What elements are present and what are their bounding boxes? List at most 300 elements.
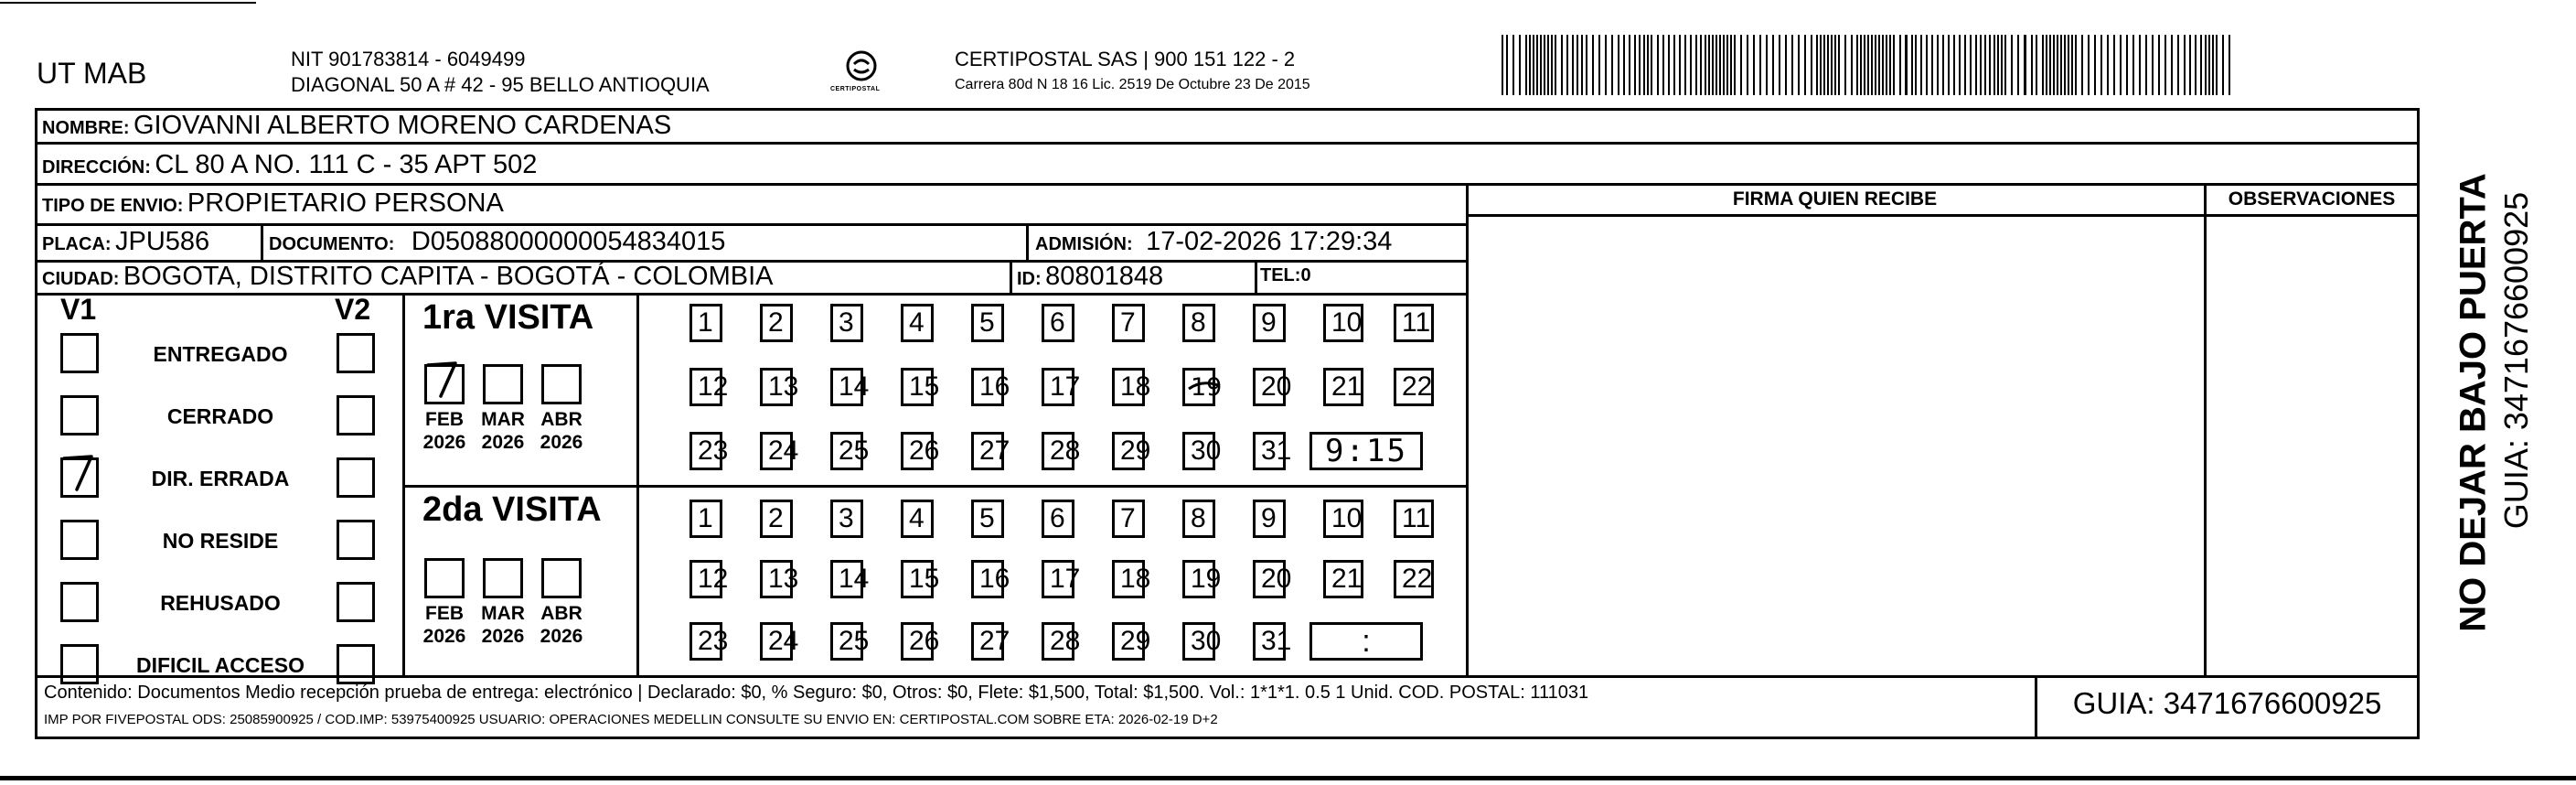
day-box[interactable]	[830, 622, 870, 661]
day-box[interactable]	[830, 500, 863, 538]
status-label: ENTREGADO	[153, 342, 288, 366]
day-box[interactable]	[689, 368, 729, 406]
check-mark-icon	[60, 455, 97, 491]
barcode-bar	[2053, 35, 2055, 95]
month-label	[416, 602, 473, 648]
barcode-bar	[1820, 35, 1822, 95]
status-v2-checkbox[interactable]	[337, 395, 375, 436]
barcode-bar	[2132, 35, 2134, 95]
barcode-bar	[1864, 35, 1865, 95]
barcode-bar	[1779, 35, 1780, 95]
barcode-bar	[1668, 35, 1670, 95]
day-box[interactable]	[1323, 560, 1363, 598]
status-divider	[402, 293, 405, 675]
day-box[interactable]	[971, 304, 1004, 342]
barcode-bar	[2001, 35, 2003, 95]
month-checkbox[interactable]	[424, 364, 465, 404]
bottom-edge-line	[0, 776, 2576, 780]
barcode-bar	[1834, 35, 1836, 95]
day-number: 28	[1050, 436, 1081, 466]
barcode-bar	[2139, 35, 2141, 95]
tipo-label: TIPO DE ENVIO:	[42, 196, 184, 216]
day-box[interactable]	[1182, 560, 1222, 598]
barcode-bar	[1823, 35, 1825, 95]
day-box[interactable]	[689, 560, 729, 598]
time-box[interactable]	[1309, 432, 1423, 470]
month-name: MAR	[481, 603, 525, 624]
day-number: 3	[839, 307, 854, 338]
barcode-bar	[1875, 35, 1876, 95]
month-name: MAR	[481, 409, 525, 430]
barcode-bar	[1893, 35, 1895, 95]
barcode-bar	[2126, 35, 2128, 95]
month-year: 2026	[481, 626, 525, 647]
day-box[interactable]	[1112, 304, 1145, 342]
barcode-bar	[2120, 35, 2122, 95]
tel-value: 0	[1300, 265, 1311, 285]
status-label: REHUSADO	[160, 591, 281, 615]
barcode-bar	[1831, 35, 1833, 95]
barcode-bar	[2057, 35, 2058, 95]
barcode-bar	[2011, 35, 2013, 95]
status-v2-checkbox[interactable]	[337, 457, 375, 498]
barcode-bar	[1679, 35, 1681, 95]
barcode-bar	[1551, 35, 1553, 95]
barcode-bar	[1555, 35, 1556, 95]
day-number: 14	[839, 564, 870, 594]
barcode-bar	[1572, 35, 1574, 95]
day-box[interactable]	[971, 622, 1010, 661]
barcode-bar	[1915, 35, 1917, 95]
day-number: 4	[909, 503, 925, 533]
day-box[interactable]	[901, 368, 940, 406]
placa-value: JPU586	[115, 227, 210, 256]
barcode-bar	[2229, 35, 2230, 95]
day-box[interactable]	[1042, 432, 1081, 470]
barcode-bar	[2171, 35, 2173, 95]
day-number: 12	[698, 564, 729, 594]
barcode-bar	[2031, 35, 2033, 95]
status-v1-checkbox[interactable]	[60, 582, 99, 622]
barcode-bar	[2113, 35, 2115, 95]
barcode-bar	[1533, 35, 1534, 95]
day-box[interactable]	[830, 432, 870, 470]
barcode-bar	[1586, 35, 1587, 95]
row-line-5	[35, 293, 1466, 296]
ciudad-value: BOGOTA, DISTRITO CAPITA - BOGOTÁ - COLOMBIA	[123, 262, 774, 291]
check-mark-icon	[424, 361, 461, 398]
barcode-bar	[1740, 35, 1742, 95]
day-number: 16	[979, 371, 1010, 402]
barcode-bar	[1871, 35, 1873, 95]
status-label: CERRADO	[166, 404, 274, 428]
day-box[interactable]	[830, 560, 870, 598]
tel-label: TEL:	[1260, 265, 1301, 285]
barcode-bar	[2208, 35, 2210, 95]
day-box[interactable]	[760, 432, 799, 470]
id-label: ID:	[1017, 269, 1042, 289]
day-number: 26	[909, 436, 940, 466]
logo-text: CERTIPOSTAL	[830, 86, 881, 92]
day-box[interactable]	[1112, 560, 1151, 598]
day-box[interactable]	[971, 560, 1010, 598]
status-v1-checkbox[interactable]	[60, 520, 99, 560]
day-box[interactable]	[901, 500, 934, 538]
direccion-value: CL 80 A NO. 111 C - 35 APT 502	[155, 150, 538, 179]
barcode-bar	[2222, 35, 2224, 95]
day-number: 13	[768, 564, 799, 594]
footer-contents: Contenido: Documentos Medio recepción prueba de entrega: electrónico | Declarado: $0, % Seguro: $0, Otros: $0, Flete: $1,500, Total: $1,500. Vol.: 1*1*1. 0.5 1 Unid. COD. POSTAL: 111031	[44, 683, 1589, 703]
barcode-bar	[1690, 35, 1692, 95]
observaciones-label: OBSERVACIONES	[2228, 188, 2396, 210]
barcode-bar	[1605, 35, 1607, 95]
month-name: FEB	[425, 409, 464, 430]
barcode-bar	[1867, 35, 1869, 95]
header-title: UT MAB	[37, 57, 147, 90]
day-number: 20	[1261, 371, 1292, 402]
barcode-bar	[2164, 35, 2166, 95]
barcode-bar	[1657, 35, 1659, 95]
barcode-bar	[2046, 35, 2047, 95]
day-box[interactable]	[830, 368, 870, 406]
month-checkbox[interactable]	[541, 558, 582, 598]
ciudad-label: CIUDAD:	[42, 269, 120, 289]
barcode-bar	[1993, 35, 1995, 95]
day-box[interactable]	[1253, 432, 1292, 470]
barcode-bar	[2049, 35, 2051, 95]
day-box[interactable]	[760, 304, 793, 342]
barcode-bar	[1931, 35, 1933, 95]
signature-area[interactable]	[1466, 214, 2204, 675]
barcode-bar	[1953, 35, 1955, 95]
top-edge-line	[0, 2, 256, 4]
no-dejar-warning: NO DEJAR BAJO PUERTA	[2453, 173, 2494, 632]
barcode-bar	[1970, 35, 1972, 95]
barcode-bar	[1811, 35, 1812, 95]
month-name: FEB	[425, 603, 464, 624]
day-box[interactable]	[901, 560, 940, 598]
barcode-bar	[1734, 35, 1736, 95]
month-checkbox[interactable]	[541, 364, 582, 404]
day-number: 25	[839, 626, 870, 656]
day-number: 29	[1120, 436, 1151, 466]
barcode-bar	[1598, 35, 1600, 95]
barcode-bar	[1726, 35, 1728, 95]
header-company: CERTIPOSTAL SAS | 900 151 122 - 2	[955, 48, 1296, 70]
month-checkbox[interactable]	[483, 558, 523, 598]
day-box[interactable]	[1253, 304, 1286, 342]
barcode-bar	[1860, 35, 1862, 95]
day-number: 8	[1191, 307, 1206, 338]
day-box[interactable]	[1042, 304, 1074, 342]
barcode-bar	[1851, 35, 1853, 95]
day-box[interactable]	[1394, 560, 1434, 598]
day-box[interactable]	[1112, 432, 1151, 470]
day-number: 28	[1050, 626, 1081, 656]
barcode-bar	[1647, 35, 1649, 95]
barcode-bar	[2042, 35, 2044, 95]
admision-row	[1035, 227, 1392, 257]
row-line-3	[35, 223, 1466, 226]
day-box[interactable]	[689, 500, 722, 538]
day-box[interactable]	[760, 368, 799, 406]
barcode-bar	[1886, 35, 1887, 95]
barcode-bar	[1753, 35, 1755, 95]
day-box[interactable]	[1042, 500, 1074, 538]
barcode-bar	[1920, 35, 1922, 95]
barcode-bar	[1989, 35, 1991, 95]
day-number: 9	[1261, 307, 1277, 338]
barcode-bar	[1926, 35, 1928, 95]
nombre-value: GIOVANNI ALBERTO MORENO CARDENAS	[134, 111, 672, 140]
day-box[interactable]	[1182, 304, 1215, 342]
barcode-bar	[2184, 35, 2186, 95]
barcode-bar	[1759, 35, 1761, 95]
barcode-bar	[2177, 35, 2179, 95]
barcode-bar	[1772, 35, 1774, 95]
header-address: DIAGONAL 50 A # 42 - 95 BELLO ANTIOQUIA	[291, 73, 710, 96]
status-label: DIFICIL ACCESO	[135, 653, 305, 677]
day-box[interactable]	[901, 622, 940, 661]
barcode-bar	[1684, 35, 1686, 95]
barcode-bar	[1844, 35, 1846, 95]
day-box[interactable]	[760, 622, 799, 661]
time-value: :	[1362, 624, 1371, 659]
day-number: 6	[1050, 307, 1065, 338]
day-number: 2	[768, 307, 784, 338]
month-year: 2026	[422, 626, 466, 647]
day-number: 8	[1191, 503, 1206, 533]
placa-row	[42, 227, 209, 257]
barcode-bar	[2060, 35, 2062, 95]
day-number: 21	[1331, 564, 1363, 594]
documento-value: D05088000000054834015	[411, 227, 726, 256]
barcode-bar	[1708, 35, 1710, 95]
day-number: 11	[1402, 503, 1431, 533]
day-box[interactable]	[830, 304, 863, 342]
ciudad-row	[42, 262, 773, 292]
barcode-bar	[1730, 35, 1732, 95]
day-number: 18	[1120, 371, 1151, 402]
status-v2-checkbox[interactable]	[337, 520, 375, 560]
day-number: 11	[1402, 307, 1431, 338]
status-label: DIR. ERRADA	[151, 467, 290, 490]
placa-label: PLACA:	[42, 234, 112, 254]
day-box[interactable]	[1394, 500, 1434, 538]
day-number: 24	[768, 436, 799, 466]
admision-divider	[1026, 223, 1029, 260]
header-nit: NIT 901783814 - 6049499	[291, 48, 526, 70]
day-box[interactable]	[971, 432, 1010, 470]
day-number: 10	[1331, 307, 1363, 338]
barcode-bar	[2152, 35, 2154, 95]
barcode-bar	[1816, 35, 1818, 95]
barcode-bar	[1798, 35, 1800, 95]
day-box[interactable]	[1323, 500, 1363, 538]
day-box[interactable]	[1182, 622, 1222, 661]
day-number: 24	[768, 626, 799, 656]
placa-divider	[261, 223, 263, 260]
day-number: 27	[979, 626, 1010, 656]
month-label	[475, 408, 531, 454]
barcode-bar	[1695, 35, 1697, 95]
day-box[interactable]	[1042, 560, 1081, 598]
day-number: 3	[839, 503, 854, 533]
row-line-2	[35, 183, 2420, 186]
certipostal-logo	[830, 44, 889, 99]
direccion-row	[42, 150, 537, 180]
footer-guia: GUIA: 3471676600925	[2072, 686, 2382, 720]
day-box[interactable]	[1112, 500, 1145, 538]
time-box[interactable]	[1309, 622, 1423, 661]
month-year: 2026	[540, 626, 583, 647]
barcode-bar	[1540, 35, 1542, 95]
barcode-bar	[1964, 35, 1966, 95]
documento-row	[269, 227, 725, 257]
day-box[interactable]	[971, 368, 1010, 406]
side-guia: GUIA: 3471676600925	[2497, 191, 2535, 530]
day-number: 19	[1191, 564, 1222, 594]
day-box[interactable]	[1042, 368, 1081, 406]
status-v1-checkbox[interactable]	[60, 395, 99, 436]
day-box[interactable]	[1182, 368, 1223, 406]
barcode-bar	[2189, 35, 2191, 95]
barcode-bar	[1566, 35, 1568, 95]
day-box[interactable]	[1112, 368, 1151, 406]
barcode-bar	[2004, 35, 2006, 95]
month-label	[416, 408, 473, 454]
day-number: 12	[698, 371, 729, 402]
barcode-bar	[2212, 35, 2214, 95]
barcode-bar	[2100, 35, 2102, 95]
day-box[interactable]	[689, 304, 722, 342]
day-number: 2	[768, 503, 784, 533]
day-number: 26	[909, 626, 940, 656]
day-box[interactable]	[1182, 500, 1215, 538]
barcode-bar	[2195, 35, 2197, 95]
footer-print-info: IMP POR FIVEPOSTAL ODS: 25085900925 / COD.IMP: 53975400925 USUARIO: OPERACIONES MEDELLIN CONSULTE SU ENVIO EN: CERTIPOSTAL.COM SOBRE ETA: 2026-02-19 D+2	[44, 712, 1218, 727]
barcode-bar	[2094, 35, 2096, 95]
month-label	[533, 602, 590, 648]
barcode-bar	[1911, 35, 1913, 95]
barcode-bar	[1502, 35, 1503, 95]
day-number: 17	[1050, 564, 1081, 594]
barcode-bar	[1889, 35, 1891, 95]
day-box[interactable]	[760, 500, 793, 538]
barcode-bar	[1856, 35, 1858, 95]
day-number: 27	[979, 436, 1010, 466]
barcode-bar	[1547, 35, 1549, 95]
day-number: 1	[698, 503, 713, 533]
day-number: 20	[1261, 564, 1292, 594]
day-number: 1	[698, 307, 713, 338]
day-box[interactable]	[1394, 368, 1434, 406]
day-box[interactable]	[1253, 368, 1292, 406]
status-v2-checkbox[interactable]	[337, 333, 375, 373]
barcode-bar	[1623, 35, 1625, 95]
barcode-bar	[1785, 35, 1787, 95]
tipo-row	[42, 188, 504, 219]
barcode-bar	[1959, 35, 1961, 95]
day-box[interactable]	[1253, 622, 1292, 661]
barcode-bar	[1827, 35, 1829, 95]
status-v2-checkbox[interactable]	[337, 644, 375, 684]
barcode-bar	[1536, 35, 1538, 95]
barcode-bar	[1618, 35, 1619, 95]
barcode-graphic	[1502, 35, 2233, 95]
day-strike-mark	[1185, 371, 1222, 403]
admision-value: 17-02-2026 17:29:34	[1146, 227, 1393, 256]
month-checkbox[interactable]	[483, 364, 523, 404]
day-box[interactable]	[971, 500, 1004, 538]
day-number: 22	[1402, 564, 1433, 594]
day-box[interactable]	[1253, 560, 1292, 598]
day-number: 22	[1402, 371, 1433, 402]
day-box[interactable]	[1323, 304, 1363, 342]
day-number: 31	[1261, 626, 1292, 656]
month-name: ABR	[540, 603, 583, 624]
day-number: 17	[1050, 371, 1081, 402]
barcode-bar	[1980, 35, 1982, 95]
visit2-title: 2da VISITA	[422, 490, 602, 529]
day-box[interactable]	[1394, 304, 1434, 342]
barcode-bar	[1577, 35, 1578, 95]
day-number: 25	[839, 436, 870, 466]
barcode-bar	[2017, 35, 2019, 95]
day-box[interactable]	[1042, 622, 1081, 661]
day-number: 6	[1050, 503, 1065, 533]
status-v1-checkbox[interactable]	[60, 333, 99, 373]
month-year: 2026	[540, 432, 583, 453]
day-box[interactable]	[689, 622, 729, 661]
barcode-bar	[1512, 35, 1514, 95]
day-box[interactable]	[1323, 368, 1363, 406]
barcode-bar	[1629, 35, 1630, 95]
day-box[interactable]	[760, 560, 799, 598]
barcode-bar	[1716, 35, 1717, 95]
visit1-title: 1ra VISITA	[422, 298, 594, 337]
barcode-bar	[1997, 35, 1999, 95]
status-v2-checkbox[interactable]	[337, 582, 375, 622]
barcode-bar	[1791, 35, 1793, 95]
day-number: 19	[1191, 373, 1223, 402]
barcode-bar	[1529, 35, 1531, 95]
day-box[interactable]	[901, 304, 934, 342]
barcode-bar	[2081, 35, 2083, 95]
day-box[interactable]	[1182, 432, 1222, 470]
day-number: 23	[698, 436, 729, 466]
month-label	[475, 602, 531, 648]
status-label: NO RESIDE	[162, 529, 279, 553]
day-box[interactable]	[1253, 500, 1286, 538]
barcode-bar	[1719, 35, 1721, 95]
observations-area[interactable]	[2204, 214, 2420, 675]
day-box[interactable]	[901, 432, 940, 470]
status-v1-checkbox[interactable]	[60, 457, 99, 498]
barcode-bar	[1948, 35, 1950, 95]
status-v1-checkbox[interactable]	[60, 644, 99, 684]
barcode-bar	[2064, 35, 2066, 95]
barcode-bar	[1643, 35, 1645, 95]
barcode-bar	[1561, 35, 1563, 95]
footer-line	[35, 675, 2420, 678]
month-checkbox[interactable]	[424, 558, 465, 598]
barcode-bar	[2075, 35, 2077, 95]
v1-header: V1	[60, 293, 97, 326]
day-box[interactable]	[1112, 622, 1151, 661]
day-box[interactable]	[689, 432, 729, 470]
day-number: 16	[979, 564, 1010, 594]
